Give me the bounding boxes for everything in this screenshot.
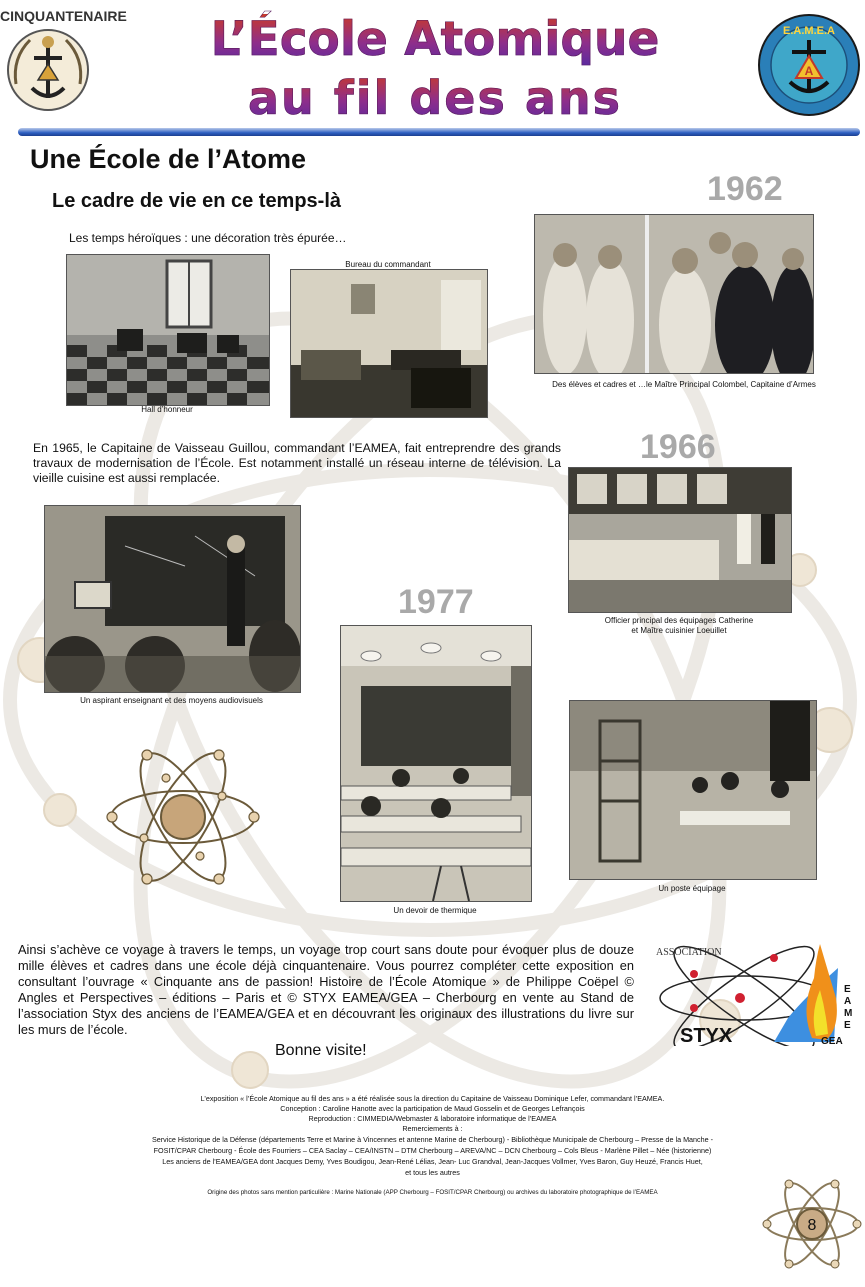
caption-eleves: Des élèves et cadres et …le Maître Principal Colombel, Capitaine d’Armes (552, 380, 816, 389)
footer-line-3: Reproduction : CIMMEDIA/Webmaster & laboratoire informatique de l’EAMEA (308, 1114, 557, 1123)
photo-bureau-commandant (290, 269, 488, 418)
page-subheading: Le cadre de vie en ce temps-là (52, 190, 342, 212)
photo-devoir-thermique (340, 625, 532, 902)
footer-line-4: Remerciements à : (402, 1124, 463, 1133)
photo-eleves-cadres-1962 (534, 214, 814, 374)
atom-illustration-icon (104, 738, 262, 896)
styx-logo-name: STYX (680, 1025, 733, 1046)
caption-bureau: Bureau du commandant (345, 260, 431, 269)
header-divider-bar (18, 128, 860, 136)
footer-line-8: et tous les autres (405, 1168, 460, 1177)
eamea-logo-icon (756, 12, 862, 118)
year-1962: 1962 (707, 170, 783, 208)
footer-line-1: L’exposition « l’École Atomique au fil des ans » a été réalisée sous la direction du Capitaine de Vaisseau Dominique Lefer, commandant l’EAMEA. (200, 1094, 665, 1103)
brand-left-label: CINQUANTENAIRE (0, 8, 127, 24)
caption-cuisine-1: Officier principal des équipages Catherine (604, 616, 754, 625)
year-1977: 1977 (398, 583, 474, 621)
paragraph-1965: En 1965, le Capitaine de Vaisseau Guillou, commandant l’EAMEA, fait entreprendre des grands travaux de modernisation de l’École. Est notamment installé un réseau interne de télévision. La vieille cuisine est aussi remplacée. (33, 441, 561, 485)
paragraph-end: Ainsi s’achève ce voyage à travers le temps, un voyage trop court sans doute pour évoquer plus de douze mille élèves et cadres dans une école déjà cinquantenaire. Vous pourrez compléter cette exposition en consultant l’ouvrage « Cinquante ans de passion! Histoire de l’École Atomique » de Philippe Coëpel © Angles et Perspectives – éditions – Paris et © STYX EAMEA/GEA – Cherbourg en vente au Stand de l’association Styx des anciens de l’EAMEA/GEA et en découvrant les originaux des illustrations du livre sur les murs de l’école. (18, 942, 634, 1037)
styx-logo-letter-4: E (844, 1020, 851, 1031)
page-heading: Une École de l’Atome (30, 144, 307, 174)
styx-logo-association: ASSOCIATION (656, 947, 722, 958)
page-number-atom-icon (762, 1170, 862, 1276)
footer-line-2: Conception : Caroline Hanotte avec la participation de Maud Gosselin et de Georges Lefrançois (280, 1104, 585, 1113)
caption-cuisine-2: et Maître cuisinier Loeuillet (631, 626, 727, 635)
page-number: 8 (807, 1217, 817, 1234)
photo-aspirant-enseignant (44, 505, 301, 693)
caption-poste: Un poste équipage (658, 884, 726, 893)
title-line-2: au fil des ans (150, 72, 720, 124)
styx-logo-letter-2: A (844, 996, 852, 1007)
year-1966: 1966 (640, 428, 716, 466)
eamea-logo-text: E.A.M.E.A (783, 25, 835, 37)
footer-line-9: Origine des photos sans mention particulière : Marine Nationale (APP Cherbourg – FOSIT/CPAR Cherbourg) ou archives du laboratoire photographique de l’EAMEA (207, 1189, 658, 1196)
anniversary-emblem-icon (2, 24, 94, 116)
caption-aspirant: Un aspirant enseignant et des moyens audiovisuels (80, 696, 263, 705)
intro-text: Les temps héroïques : une décoration très épurée… (69, 231, 347, 245)
caption-hall: Hall d’honneur (141, 405, 193, 414)
photo-poste-equipage (569, 700, 817, 880)
title-line-1: L’École Atomique (150, 14, 720, 66)
caption-devoir: Un devoir de thermique (393, 906, 477, 915)
footer-line-6: FOSIT/CPAR Cherbourg - École des Fourriers – CEA Saclay – CEA/INSTN – DTM Cherbourg – AREVA/NC – DCN Cherbourg – Cols Bleus - Marlène Pillet – Née (historienne) (153, 1146, 712, 1155)
eamea-logo-letter: A (804, 64, 814, 78)
bonne-visite-text: Bonne visite! (275, 1042, 367, 1059)
styx-logo-letter-1: E (844, 984, 851, 995)
footer-line-5: Service Historique de la Défense (départements Terre et Marine à Vincennes et antenne Marine de Cherbourg) - Bibliothèque Municipale de Cherbourg – Presse de la Manche - (151, 1135, 714, 1144)
styx-association-logo-icon (654, 938, 854, 1046)
styx-logo-letter-3: M (844, 1008, 853, 1019)
styx-logo-gea: GEA (821, 1036, 843, 1046)
footer-line-7: Les anciens de l’EAMEA/GEA dont Jacques Demy, Yves Boudigou, Jean-René Lélias, Jean- Luc Grandval, Jean-Jacques Vollmer, Yves Baron, Guy Heuzé, Francis Huet, (162, 1157, 703, 1166)
photo-cuisine-1966 (568, 467, 792, 613)
photo-hall-honneur (66, 254, 270, 406)
